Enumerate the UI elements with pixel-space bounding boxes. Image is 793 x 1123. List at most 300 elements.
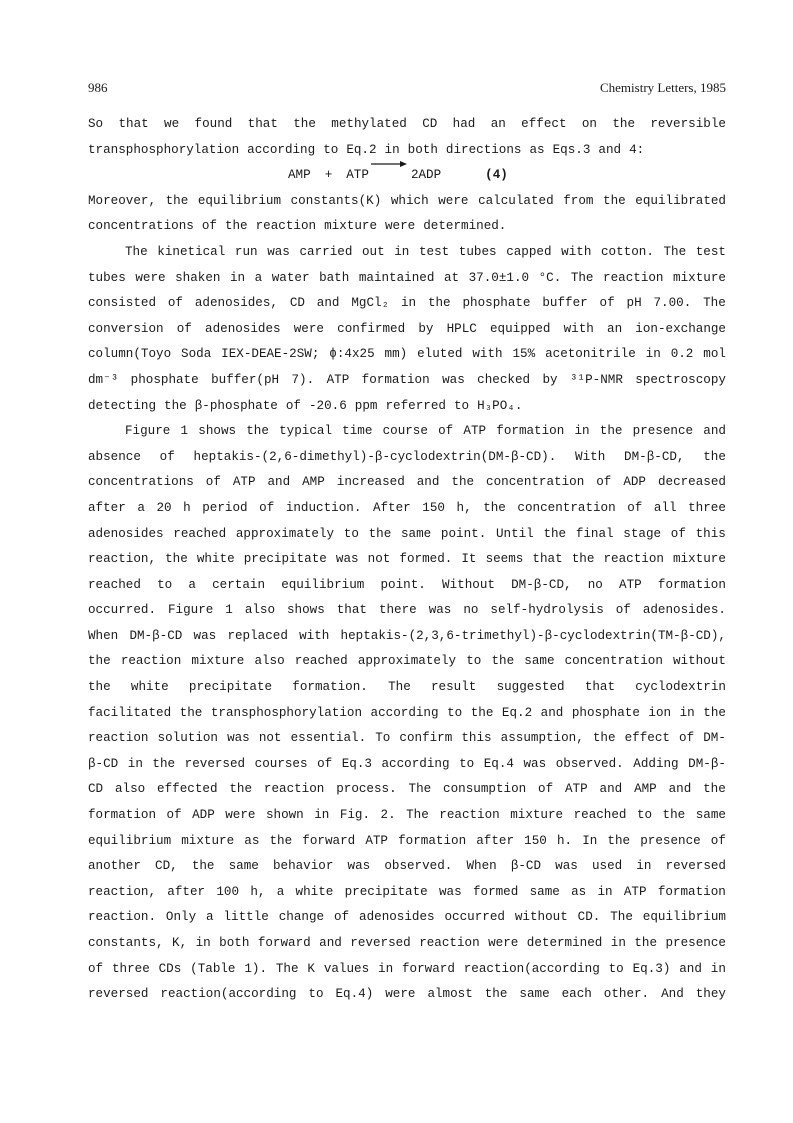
- word: self-hydrolysis: [490, 603, 604, 618]
- word: was: [555, 859, 578, 874]
- text-line: [88, 598, 726, 624]
- text-line: [88, 905, 726, 931]
- word: and: [703, 424, 726, 439]
- word: the: [165, 193, 189, 208]
- word: the: [246, 424, 269, 439]
- word: same: [228, 859, 259, 874]
- word: also: [254, 654, 285, 669]
- word: reaction(according: [160, 987, 297, 1002]
- word: K: [307, 961, 315, 976]
- text-line: [88, 982, 726, 1008]
- word: formation: [496, 424, 565, 439]
- word: ATP: [326, 372, 350, 387]
- word: essential.: [290, 731, 367, 746]
- word: to: [608, 961, 624, 976]
- word: ion: [648, 705, 672, 720]
- word: Eq.3): [632, 961, 671, 976]
- reaction-arrow-icon: [371, 160, 407, 168]
- paragraph-intro: [88, 112, 726, 163]
- equation-product-adp: 2ADP: [410, 168, 442, 183]
- word: of: [599, 296, 615, 311]
- text-line: [88, 266, 726, 292]
- word: was: [523, 756, 547, 771]
- word: CD: [289, 296, 305, 311]
- word: after: [476, 833, 515, 848]
- word: the: [88, 654, 111, 669]
- word: observed.: [384, 859, 453, 874]
- word: concentration: [564, 654, 663, 669]
- word: the: [179, 705, 203, 720]
- word: reached: [173, 526, 227, 541]
- text-line: [88, 547, 726, 573]
- text-line: [88, 957, 726, 983]
- word: ADP: [192, 808, 215, 823]
- word: seems: [485, 552, 524, 567]
- word: reaction: [120, 654, 182, 669]
- word: the: [703, 705, 726, 720]
- word: was: [428, 603, 452, 618]
- word: and: [267, 475, 291, 490]
- word: occurred: [444, 910, 505, 925]
- word: was: [347, 859, 371, 874]
- word: the: [164, 398, 187, 413]
- word: little: [223, 910, 269, 925]
- equation-reactant-amp: AMP: [288, 168, 311, 183]
- word: were: [135, 270, 166, 285]
- word: there: [378, 603, 417, 618]
- word: Figure: [167, 603, 214, 618]
- word: ADP: [623, 475, 646, 490]
- word: three: [688, 500, 726, 515]
- word: final: [575, 526, 614, 541]
- word: on: [581, 117, 597, 131]
- word: The: [570, 270, 594, 285]
- word: the: [165, 552, 188, 567]
- text-line: [88, 496, 726, 522]
- word: in: [229, 270, 246, 285]
- word: confirm: [399, 731, 453, 746]
- word: tubes: [88, 270, 126, 285]
- word: CD: [422, 117, 438, 131]
- word: The: [703, 296, 726, 311]
- word: courses: [254, 756, 308, 771]
- word: out: [361, 244, 385, 259]
- word: of: [334, 910, 350, 925]
- word: °C.: [538, 270, 562, 285]
- word: confirmed: [337, 321, 406, 336]
- word: of: [679, 731, 695, 746]
- word: without: [673, 654, 726, 669]
- word: The: [610, 910, 633, 925]
- word: facilitated: [88, 705, 172, 720]
- word: after: [88, 500, 126, 515]
- word: DM-: [703, 731, 726, 746]
- word: β-CD: [88, 756, 119, 771]
- word: 0.2: [670, 347, 694, 362]
- word: precipitate: [243, 552, 327, 567]
- paragraph-equilibrium: [88, 189, 726, 240]
- word: formation: [657, 884, 726, 899]
- word: The: [408, 782, 432, 797]
- word: mixture: [673, 270, 726, 285]
- word: ϕ:4x25: [329, 347, 375, 362]
- word: pH: [626, 296, 642, 311]
- word: same: [529, 884, 560, 899]
- word: reaction: [263, 782, 325, 797]
- word: 7.00.: [653, 296, 692, 311]
- word: of: [159, 449, 175, 464]
- word: CDs: [158, 961, 182, 976]
- word: dm⁻³: [88, 372, 119, 387]
- word: stage: [623, 526, 662, 541]
- word: Eq.4: [483, 756, 514, 771]
- word: all: [653, 500, 677, 515]
- word: had: [452, 117, 476, 131]
- word: according: [370, 705, 439, 720]
- word: to: [157, 577, 173, 592]
- word: concentrations: [88, 475, 194, 490]
- word: values: [323, 961, 370, 976]
- word: an: [607, 321, 623, 336]
- word: of: [167, 296, 183, 311]
- word: Eq.2: [501, 705, 533, 720]
- word: The: [275, 961, 299, 976]
- word: 37.0±1.0: [468, 270, 530, 285]
- word: shows: [287, 603, 325, 618]
- equation-plus: +: [324, 168, 333, 183]
- word: conversion: [88, 321, 164, 336]
- word: concentration: [486, 475, 585, 490]
- word: spectroscopy: [635, 372, 726, 387]
- word: that: [532, 552, 563, 567]
- word: course: [382, 424, 428, 439]
- word: equilibrium: [197, 193, 282, 208]
- word: adenosides,: [194, 296, 278, 311]
- word: induction.: [285, 500, 362, 515]
- word: approximately: [357, 654, 457, 669]
- word: as: [529, 142, 545, 157]
- word: the: [571, 552, 595, 567]
- word: and: [668, 782, 692, 797]
- word: Eq.4): [335, 987, 374, 1002]
- word: to: [459, 756, 475, 771]
- word: equilibrium: [642, 910, 726, 925]
- word: 100: [216, 884, 240, 899]
- word: calculated: [478, 193, 554, 208]
- word: Eqs.3: [552, 142, 591, 157]
- word: adenosides.: [642, 603, 726, 618]
- word: formed: [472, 884, 519, 899]
- word: reaction,: [88, 552, 157, 567]
- word: run: [234, 244, 258, 259]
- word: So: [88, 117, 104, 131]
- word: a: [206, 910, 214, 925]
- word: three: [111, 961, 150, 976]
- word: β-CD: [510, 859, 542, 874]
- text-line: [88, 522, 726, 548]
- word: of: [317, 756, 333, 771]
- word: to: [453, 398, 470, 413]
- word: an: [490, 117, 506, 131]
- word: of: [538, 782, 554, 797]
- word: same: [400, 526, 432, 541]
- text-line: [88, 880, 726, 906]
- word: at: [443, 270, 460, 285]
- word: formation: [657, 577, 726, 592]
- word: by: [542, 372, 558, 387]
- word: of: [670, 526, 686, 541]
- word: concentration: [517, 500, 616, 515]
- word: 1).: [244, 961, 268, 976]
- word: of: [201, 219, 217, 234]
- word: The: [125, 244, 148, 259]
- page-header: [88, 80, 726, 100]
- word: ion-exchange: [635, 321, 726, 336]
- word: that: [118, 117, 149, 131]
- word: as: [244, 833, 260, 848]
- word: reaction: [439, 808, 500, 823]
- word: was: [193, 628, 217, 643]
- word: ATP: [623, 884, 647, 899]
- word: the: [368, 526, 392, 541]
- word: Without: [442, 577, 495, 592]
- word: reaction: [255, 219, 317, 234]
- text-line: [88, 573, 726, 599]
- text-line: [88, 189, 726, 215]
- word: this: [461, 731, 492, 746]
- word: acetonitrile: [545, 347, 636, 362]
- word: methylated: [331, 117, 407, 131]
- word: reversed: [350, 936, 411, 950]
- word: Until: [495, 526, 534, 541]
- word: from: [563, 193, 594, 208]
- equation-4: [88, 163, 726, 189]
- word: mm): [384, 347, 408, 362]
- word: effected: [157, 782, 218, 797]
- word: detecting: [88, 398, 157, 413]
- word: both: [407, 142, 438, 157]
- word: equilibrium: [281, 577, 365, 592]
- word: increased: [336, 475, 405, 490]
- equation-reactant-atp: ATP: [346, 168, 369, 183]
- word: in: [679, 705, 695, 720]
- word: process.: [336, 782, 397, 797]
- word: formed.: [399, 552, 453, 567]
- word: formation: [361, 372, 430, 387]
- word: occurred.: [88, 603, 157, 618]
- text-line: [88, 368, 726, 394]
- journal-citation: Chemistry Letters, 1985: [599, 80, 726, 95]
- word: test: [695, 244, 726, 259]
- word: the: [703, 782, 726, 797]
- word: in: [710, 961, 726, 976]
- paragraph-methods: [88, 240, 726, 419]
- equation-number: (4): [485, 168, 508, 183]
- word: certain: [212, 577, 266, 592]
- word: observed.: [555, 756, 624, 771]
- word: AMP: [634, 782, 657, 797]
- word: same: [695, 808, 726, 823]
- word: mixture: [191, 654, 245, 669]
- word: with: [472, 347, 503, 362]
- word: ATP: [565, 782, 588, 797]
- word: checked: [477, 372, 531, 387]
- word: decreased: [657, 475, 726, 490]
- word: in: [400, 296, 417, 311]
- word: transphosphorylation: [210, 705, 363, 720]
- word: used: [591, 859, 623, 874]
- word: reversed: [88, 987, 149, 1002]
- word: tubes: [458, 244, 497, 259]
- word: K,: [172, 936, 188, 950]
- word: in: [384, 142, 400, 157]
- text-line: [88, 752, 726, 778]
- word: the: [191, 859, 215, 874]
- word: also: [114, 782, 146, 797]
- word: Moreover,: [88, 193, 157, 208]
- word: reaction: [603, 270, 664, 285]
- word: and: [540, 705, 564, 720]
- word: reached: [88, 577, 141, 592]
- word: reversible: [650, 117, 726, 131]
- word: to: [343, 526, 359, 541]
- word: of: [596, 475, 612, 490]
- text-line: [88, 240, 726, 266]
- word: were: [438, 193, 469, 208]
- word: DM-β-CD,: [511, 577, 572, 592]
- word: cyclodextrin: [635, 680, 726, 695]
- word: reaction.: [88, 910, 157, 925]
- word: white: [130, 680, 169, 695]
- word: heptakis-(2,3,6-trimethyl)-β-cyclodextrin(TM-β-CD),: [340, 628, 726, 643]
- word: In: [582, 833, 598, 848]
- word: h,: [456, 500, 472, 515]
- word: mixture: [673, 552, 726, 567]
- word: to: [308, 987, 324, 1002]
- text-line: [88, 649, 726, 675]
- word: ATP: [365, 833, 388, 848]
- word: MgCl₂: [351, 296, 390, 311]
- word: point.: [380, 577, 426, 592]
- word: without: [514, 910, 568, 925]
- word: not: [258, 731, 282, 746]
- text-line: [88, 854, 726, 880]
- word: solution: [157, 731, 218, 746]
- word: after: [167, 884, 206, 899]
- word: HPLC: [446, 321, 477, 336]
- word: were: [488, 936, 519, 950]
- word: eluted: [417, 347, 463, 362]
- word: of: [615, 603, 631, 618]
- word: mol: [703, 347, 726, 362]
- text-line: [88, 445, 726, 471]
- word: presence: [640, 833, 701, 848]
- word: found: [194, 117, 233, 131]
- word: with: [299, 628, 330, 643]
- word: the: [634, 936, 658, 950]
- word: phosphate: [130, 372, 199, 387]
- word: With: [575, 449, 606, 464]
- word: CD,: [155, 859, 178, 874]
- word: the: [224, 219, 248, 234]
- word: carried: [299, 244, 353, 259]
- word: in: [314, 808, 330, 823]
- word: effect: [624, 731, 670, 746]
- word: 1: [180, 424, 189, 439]
- word: another: [88, 859, 141, 874]
- word: phosphate: [462, 296, 531, 311]
- word: β-phosphate: [194, 398, 278, 413]
- word: was: [335, 552, 359, 567]
- word: bath: [319, 270, 350, 285]
- word: that: [584, 680, 616, 695]
- word: equipped: [490, 321, 551, 336]
- word: shows: [198, 424, 237, 439]
- word: in: [378, 961, 394, 976]
- word: Adding: [633, 756, 679, 771]
- text-line: [88, 138, 726, 164]
- text-line: [88, 624, 726, 650]
- word: The: [388, 680, 411, 695]
- word: AMP: [302, 475, 325, 490]
- word: the: [592, 731, 616, 746]
- word: time: [342, 424, 373, 439]
- word: When: [88, 628, 119, 643]
- word: To: [375, 731, 391, 746]
- word: presence: [665, 936, 726, 950]
- word: 7).: [291, 372, 315, 387]
- word: consumption: [443, 782, 527, 797]
- word: of: [710, 833, 726, 848]
- word: in: [574, 424, 590, 439]
- word: in: [597, 884, 613, 899]
- word: no: [587, 577, 603, 592]
- word: the: [612, 117, 636, 131]
- word: 20: [156, 500, 172, 515]
- word: assumption,: [500, 731, 584, 746]
- word: the: [451, 475, 475, 490]
- word: forward: [257, 936, 311, 950]
- word: shaken: [175, 270, 221, 285]
- word: was: [439, 884, 462, 899]
- word: same: [524, 654, 555, 669]
- word: to: [323, 142, 339, 157]
- word: mixture: [324, 219, 377, 234]
- word: same: [519, 987, 550, 1002]
- word: and: [679, 961, 702, 976]
- word: Only: [165, 910, 197, 925]
- word: the: [607, 833, 631, 848]
- word: 150: [422, 500, 445, 515]
- word: which: [390, 193, 429, 208]
- word: of: [259, 500, 275, 515]
- word: reached: [294, 654, 348, 669]
- word: and: [599, 782, 623, 797]
- word: reaction,: [88, 884, 157, 899]
- word: the: [427, 296, 451, 311]
- word: maintained: [358, 270, 435, 285]
- word: both: [219, 936, 250, 950]
- word: white: [295, 884, 334, 899]
- word: mixture: [510, 808, 564, 823]
- word: ATP: [619, 577, 642, 592]
- word: It: [461, 552, 477, 567]
- word: effect: [521, 117, 567, 131]
- word: of: [627, 500, 643, 515]
- page-number: 986: [88, 80, 108, 95]
- word: suggested: [496, 680, 565, 695]
- word: ATP: [463, 424, 487, 439]
